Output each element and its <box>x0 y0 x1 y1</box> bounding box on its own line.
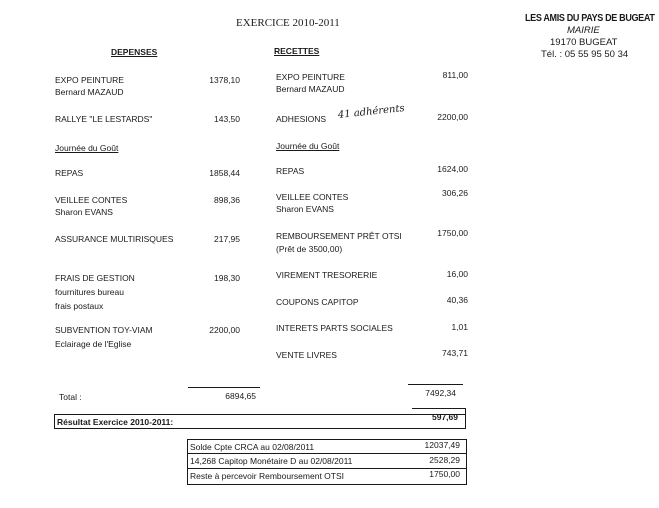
section-label: Journée du Goût <box>276 141 340 151</box>
total-recettes: 7492,34 <box>425 388 456 398</box>
resultat-value: 597,69 <box>432 412 458 422</box>
resultat-rule-bottom <box>54 428 466 429</box>
total-depenses: 6894,65 <box>225 391 256 401</box>
list-item: REPAS <box>55 168 84 178</box>
solde-label: Solde Cpte CRCA au 02/08/2011 <box>190 442 315 452</box>
resultat-label: Résultat Exercice 2010-2011: <box>57 417 174 427</box>
amount: 1378,10 <box>209 75 240 85</box>
list-item: COUPONS CAPITOP <box>276 297 359 307</box>
list-item: INTERETS PARTS SOCIALES <box>276 323 393 333</box>
org-phone: Tél. : 05 55 95 50 34 <box>541 49 629 60</box>
resultat-value-rule <box>412 408 466 409</box>
amount: 1624,00 <box>437 164 468 174</box>
amount: 40,36 <box>446 295 468 305</box>
amount: 2200,00 <box>209 325 240 335</box>
amount: 811,00 <box>442 70 468 80</box>
solde-label: Reste à percevoir Remboursement OTSI <box>190 471 345 481</box>
org-name: LES AMIS DU PAYS DE BUGEAT <box>525 12 655 24</box>
resultat-rule-right <box>465 408 466 429</box>
amount: 198,30 <box>214 273 240 283</box>
total-rule-depenses <box>188 387 260 388</box>
solde-value: 12037,49 <box>424 440 460 450</box>
solde-value: 1750,00 <box>429 469 460 479</box>
amount: 143,50 <box>214 114 240 124</box>
total-rule-recettes <box>408 384 463 385</box>
handwritten-note: 41 adhérents <box>337 103 406 121</box>
amount: 898,36 <box>214 195 240 205</box>
amount: 1,01 <box>451 322 468 332</box>
list-item: ASSURANCE MULTIRISQUES <box>55 234 174 244</box>
list-item: VEILLEE CONTES Sharon EVANS <box>276 192 349 214</box>
amount: 217,95 <box>214 234 240 244</box>
list-item: SUBVENTION TOY-VIAM Eclairage de l'Eglise <box>55 325 153 349</box>
recettes-header: RECETTES <box>274 46 320 56</box>
list-item: VIREMENT TRESORERIE <box>276 270 378 280</box>
amount: 2200,00 <box>437 112 468 122</box>
amount: 1858,44 <box>209 168 240 178</box>
solde-label: 14,268 Capitop Monétaire D au 02/08/2011 <box>190 456 353 466</box>
list-item: EXPO PEINTURE Bernard MAZAUD <box>276 72 345 94</box>
solde-value: 2528,29 <box>429 455 460 465</box>
list-item: VEILLEE CONTES Sharon EVANS <box>55 195 128 217</box>
list-item: ADHESIONS <box>276 114 327 124</box>
total-label: Total : <box>59 392 82 402</box>
org-address: 19170 BUGEAT <box>550 37 618 48</box>
list-item: RALLYE "LE LESTARDS" <box>55 114 153 124</box>
depenses-header: DEPENSES <box>111 47 158 57</box>
list-item: VENTE LIVRES <box>276 350 337 360</box>
amount: 16,00 <box>446 269 468 279</box>
list-item: EXPO PEINTURE Bernard MAZAUD <box>55 75 124 97</box>
page-title: EXERCICE 2010-2011 <box>236 17 340 29</box>
amount: 306,26 <box>442 188 468 198</box>
list-item: REMBOURSEMENT PRÊT OTSI (Prêt de 3500,00) <box>276 231 402 254</box>
section-label: Journée du Goût <box>55 143 119 153</box>
amount: 743,71 <box>442 348 468 358</box>
org-mairie: MAIRIE <box>567 25 600 36</box>
list-item: FRAIS DE GESTION fournitures bureau frais postaux <box>55 273 135 311</box>
amount: 1750,00 <box>437 228 468 238</box>
resultat-rule-left <box>54 414 55 429</box>
list-item: REPAS <box>276 166 305 176</box>
